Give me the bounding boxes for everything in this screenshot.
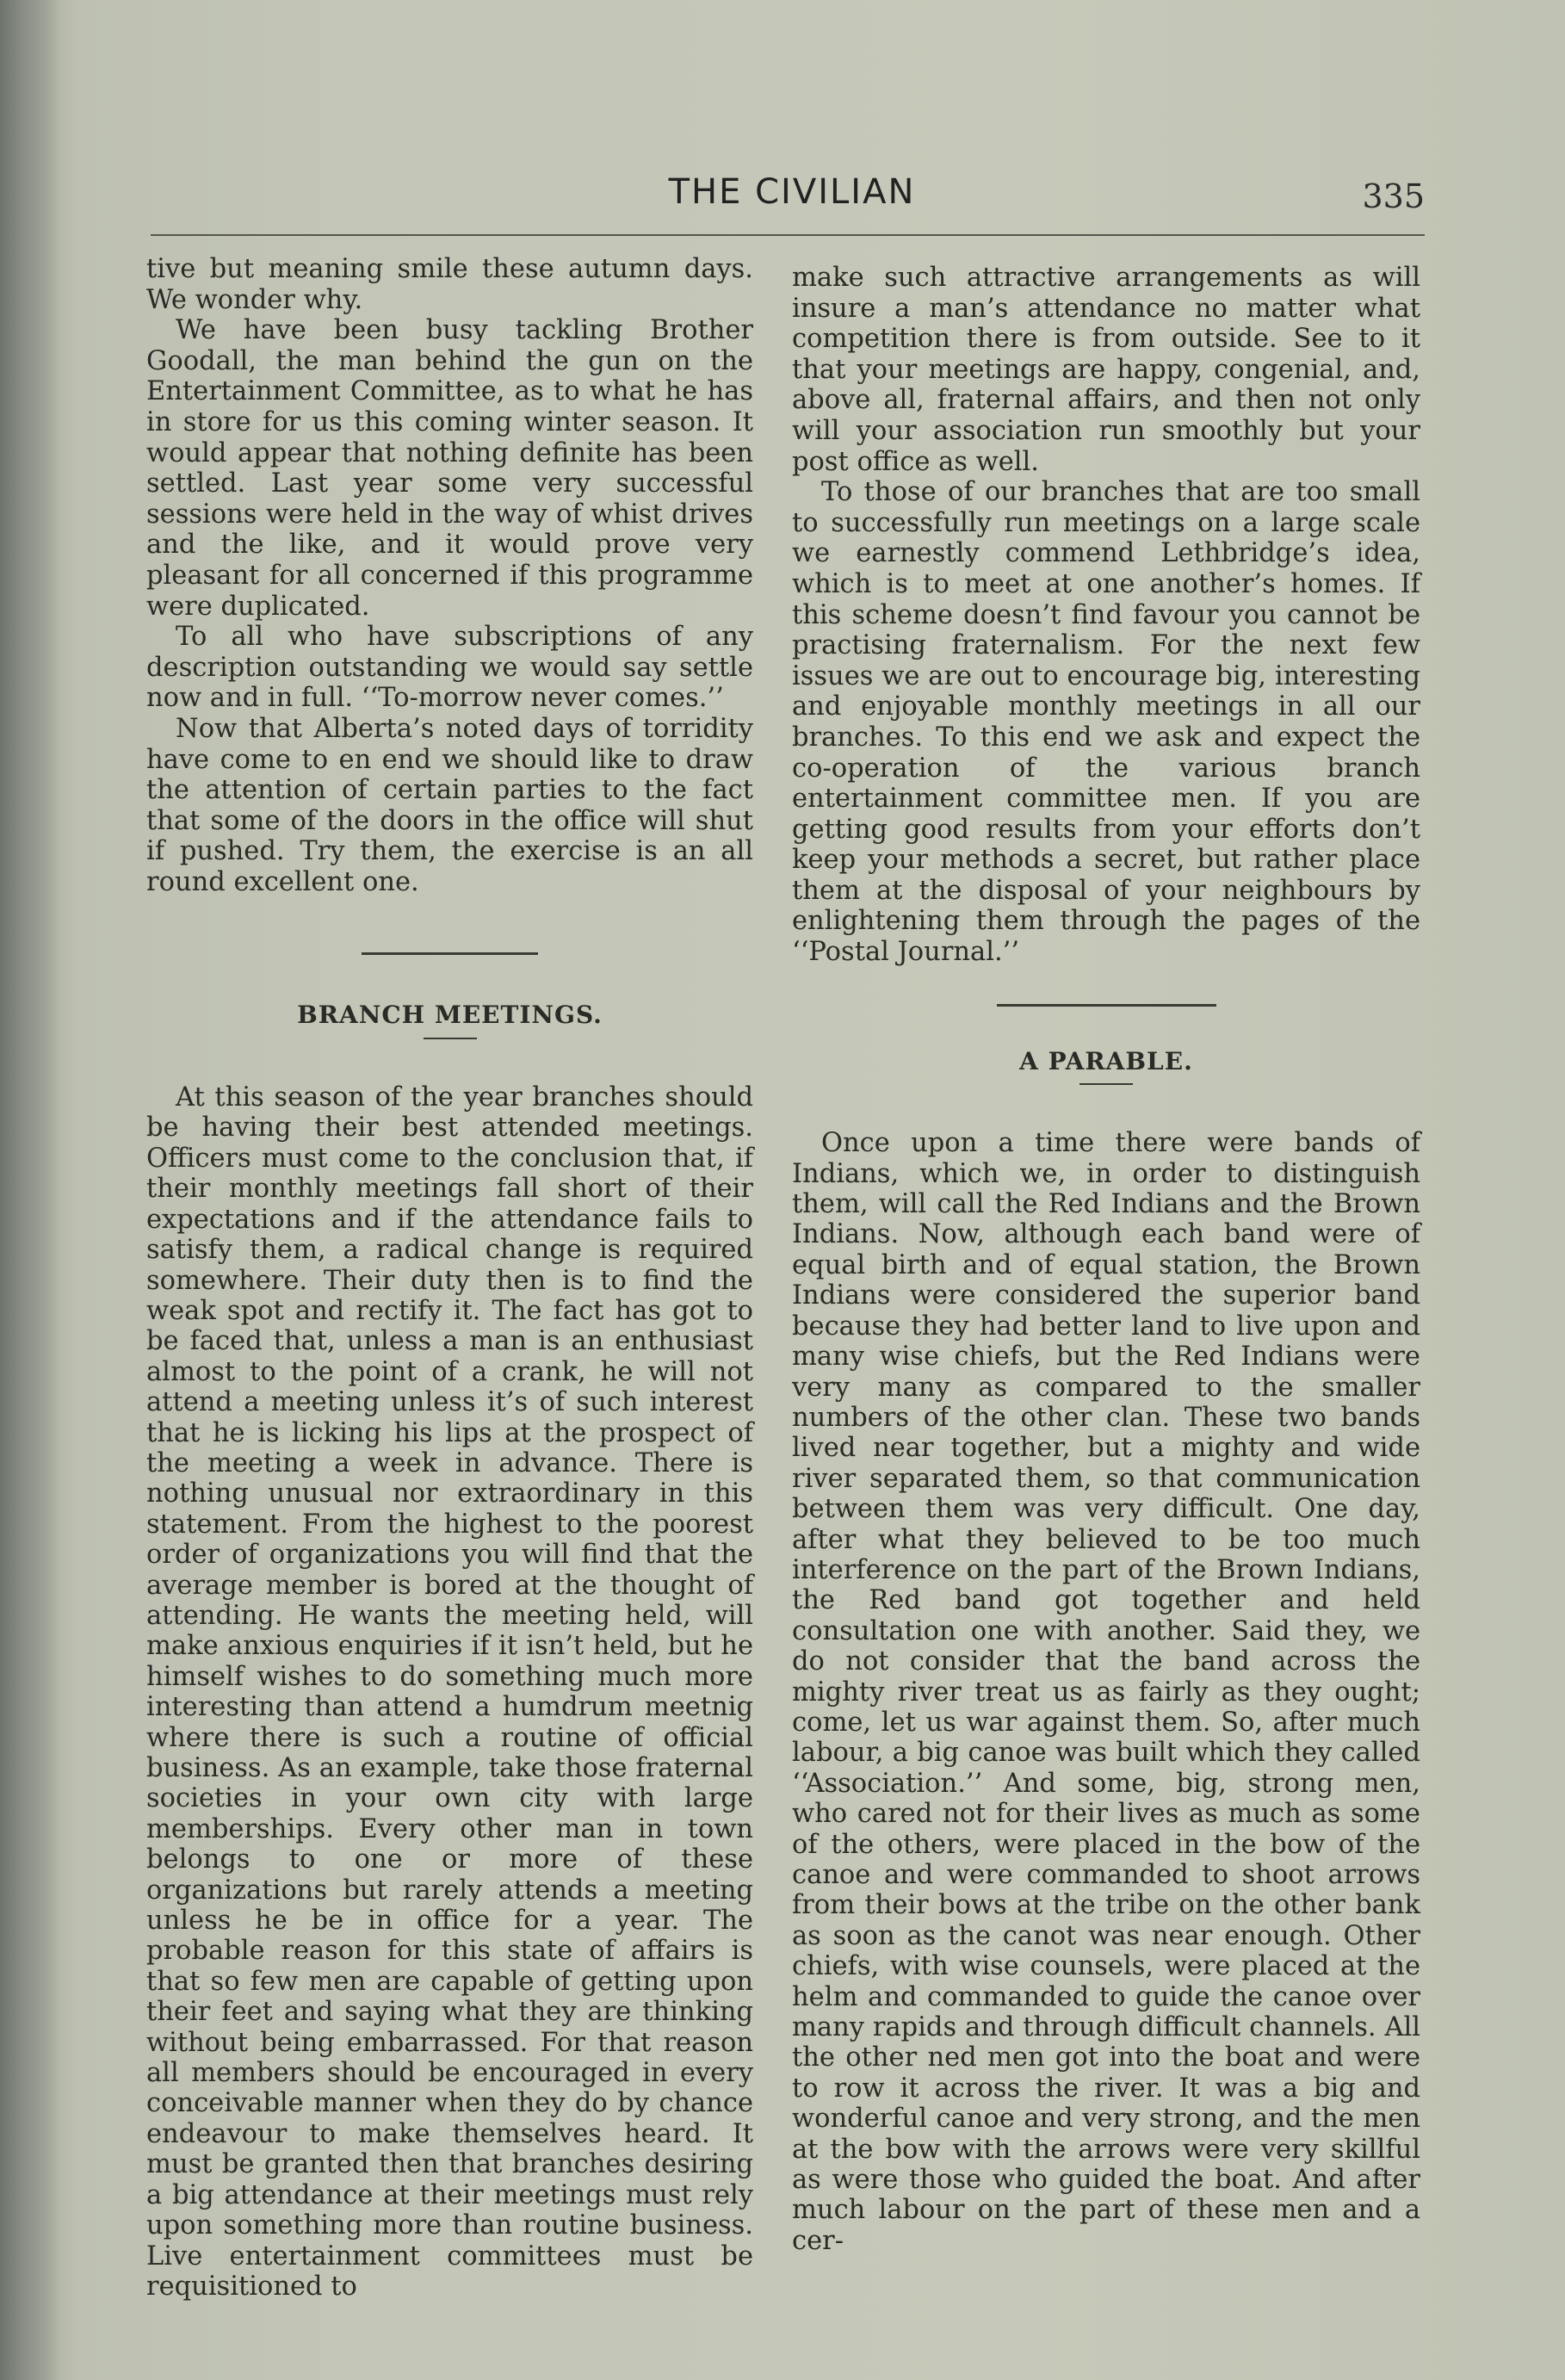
left-column [146, 254, 753, 2302]
running-title: THE CIVILIAN [668, 172, 916, 212]
page-header [151, 172, 1425, 232]
paragraph: To those of our branches that are too small to successfully run meetings on a large scale we earnestly commend Lethbridge’s idea, which is to meet at one another’s homes. If this scheme doesn’t find favour you cannot be practising fraternalism. For the next few issues we are out to encourage big, interesting and enjoyable monthly meetings in all our branches. To this end we ask and expect the co-operation of the various branch entertainment committee men. If you are getting good results from your efforts don’t keep your methods a secret, but rather place them at the disposal of your neighbours by enlightening them through the pages of the ‘‘Postal Journal.’’ [792, 477, 1420, 968]
paragraph: We have been busy tackling Brother Goodall, the man behind the gun on the Entertainment Committee, as to what he has in store for us this coming winter season. It would appear that nothing definite has been settled. Last year some very successful sessions were held in the way of whist drives and the like, and it would prove very pleasant for all concerned if this programme were duplicated. [146, 315, 753, 622]
paragraph: To all who have subscriptions of any description outstanding we would say settle now and in full. ‘‘To-morrow never comes.’’ [146, 622, 753, 714]
page-number: 335 [1362, 177, 1425, 215]
paragraph: make such attractive arrangements as will insure a man’s attendance no matter what competition there is from outside. See to it that your meetings are happy, congenial, and, above all, fraternal affairs, and then not only will your association run smoothly but your post office as well. [792, 263, 1420, 477]
section-divider [362, 952, 538, 955]
title-underline [424, 1038, 477, 1039]
book-spine-shadow [0, 0, 60, 2380]
paragraph: At this season of the year branches should be having their best attended meetings. Officers must come to the conclusion that, if their monthly meetings fall short of their expectations and if the attendance fails to satisfy them, a radical change is required somewhere. Their duty then is to find the weak spot and rectify it. The fact has got to be faced that, unless a man is an enthusiast almost to the point of a crank, he will not attend a meeting unless it’s of such interest that he is licking his lips at the prospect of the meeting a week in advance. There is nothing unusual nor extraordinary in this statement. From the highest to the poorest order of organizations you will find that the average member is bored at the thought of attending. He wants the meeting held, will make anxious enquiries if it isn’t held, but he himself wishes to do something much more interesting than attend a humdrum meetnig where there is such a routine of official business. As an example, take those fraternal societies in your own city with large memberships. Every other man in town belongs to one or more of these organizations but rarely attends a meeting unless he be in office for a year. The probable reason for this state of affairs is that so few men are capable of getting upon their feet and saying what they are thinking without being embarrassed. For that reason all members should be encouraged in every conceivable manner when they do by chance endeavour to make themselves heard. It must be granted then that branches desiring a big attendance at their meetings must rely upon something more than routine business. Live entertainment committees must be requisitioned to [146, 1082, 753, 2302]
header-rule [151, 234, 1425, 236]
section-divider [997, 1004, 1216, 1007]
paragraph: Now that Alberta’s noted days of torridity have come to en end we should like to draw the attention of certain parties to the fact that some of the doors in the office will shut if pushed. Try them, the exercise is an all round excellent one. [146, 713, 753, 897]
paragraph: Once upon a time there were bands of Indians, which we, in order to distinguish them, will call the Red Indians and the Brown Indians. Now, although each band were of equal birth and of equal station, the Brown Indians were considered the superior band because they had better land to live upon and many wise chiefs, but the Red Indians were very many as compared to the smaller numbers of the other clan. These two bands lived near together, but a mighty and wide river separated them, so that communication between them was very difficult. One day, after what they believed to be too much interference on the part of the Brown Indians, the Red band got together and held consultation one with another. Said they, we do not consider that the band across the mighty river treat us as fairly as they ought; come, let us war against them. So, after much labour, a big canoe was built which they called ‘‘Association.’’ And some, big, strong men, who cared not for their lives as much as some of the others, were placed in the bow of the canoe and were commanded to shoot arrows from their bows at the tribe on the other bank as soon as the canot was near enough. Other chiefs, with wise counsels, were placed at the helm and commanded to guide the canoe over many rapids and through difficult channels. All the other ned men got into the boat and were to row it across the river. It was a big and wonderful canoe and very strong, and the men at the bow with the arrows were very skillful as were those who guided the boat. And after much labour on the part of these men and a cer- [792, 1128, 1420, 2256]
section-title-branch-meetings: BRANCH MEETINGS. [297, 1001, 603, 1030]
section-title-a-parable: A PARABLE. [1019, 1046, 1193, 1075]
title-underline [1079, 1083, 1133, 1085]
right-column [792, 263, 1420, 2256]
paragraph: tive but meaning smile these autumn days. We wonder why. [146, 254, 753, 315]
